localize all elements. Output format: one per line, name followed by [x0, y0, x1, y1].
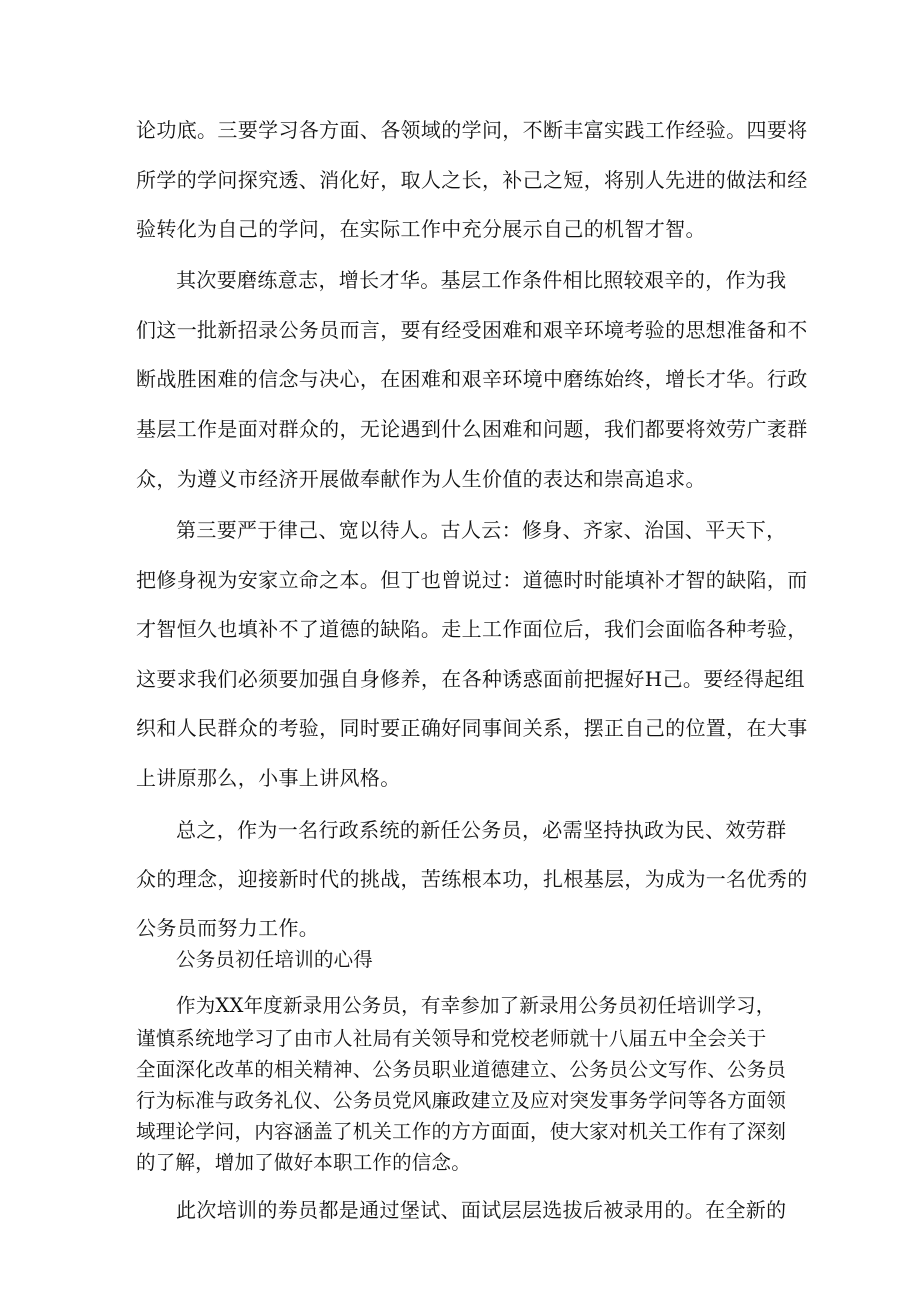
paragraph-5-line-2: 谨慎系统地学习了由市人社局有关领导和党校老师就十八届五中全会关于 — [136, 1027, 767, 1050]
paragraph-4-line-1: 总之，作为一名行政系统的新任公务员，必需坚持执政为民、效劳群 — [176, 818, 787, 842]
paragraph-3-line-6: 上讲原那么，小事上讲风格。 — [136, 766, 401, 790]
paragraph-1-line-1: 论功底。三要学习各方面、各领域的学问，不断丰富实践工作经验。四要将 — [136, 118, 808, 142]
paragraph-2-line-1: 其次要磨练意志，增长才华。基层工作条件相比照较艰辛的，作为我 — [176, 268, 787, 292]
paragraph-3-line-4: 这要求我们必须要加强自身修养，在各种诱惑面前把握好H己。要经得起组 — [136, 667, 805, 691]
paragraph-3-line-5: 织和人民群众的考验，同时要正确好同事间关系，摆正自己的位置，在大事 — [136, 716, 808, 740]
paragraph-4-line-3: 公务员而努力工作。 — [136, 916, 320, 940]
paragraph-3-line-1: 第三要严于律己、宽以待人。古人云：修身、齐家、治国、平天下， — [176, 518, 787, 542]
paragraph-1-line-3: 验转化为自己的学问，在实际工作中充分展示自己的机智才智。 — [136, 217, 706, 241]
paragraph-2-line-4: 基层工作是面对群众的，无论遇到什么困难和问题，我们都要将效劳广袤群 — [136, 417, 808, 441]
paragraph-3-line-3: 才智恒久也填补不了道德的缺陷。走上工作面位后，我们会面临各种考验， — [136, 617, 808, 641]
paragraph-5-line-1: 作为XX年度新录用公务员，有幸参加了新录用公务员初任培训学习， — [176, 994, 776, 1017]
paragraph-5-line-5: 域理论学问，内容涵盖了机关工作的方方面面，使大家对机关工作有了深刻 — [136, 1120, 787, 1143]
paragraph-2-line-5: 众，为遵义市经济开展做奉献作为人生价值的表达和崇高追求。 — [136, 467, 706, 491]
paragraph-5-line-3: 全面深化改革的相关精神、公务员职业道德建立、公务员公文写作、公务员 — [136, 1058, 787, 1081]
paragraph-3-line-2: 把修身视为安家立命之本。但丁也曾说过：道德时时能填补才智的缺陷，而 — [136, 568, 808, 592]
paragraph-5-line-4: 行为标准与政务礼仪、公务员党风廉政建立及应对突发事务学问等各方面领 — [136, 1089, 787, 1112]
paragraph-4-line-2: 众的理念，迎接新时代的挑战，苦练根本功，扎根基层，为成为一名优秀的 — [136, 867, 808, 891]
paragraph-1-line-2: 所学的学问探究透、消化好，取人之长，补己之短，将别人先进的做法和经 — [136, 168, 808, 192]
paragraph-5-line-6: 的了解，增加了做好本职工作的信念。 — [136, 1151, 471, 1174]
paragraph-2-line-2: 们这一批新招录公务员而言，要有经受困难和艰辛环境考验的思想准备和不 — [136, 318, 808, 342]
paragraph-6-line-1: 此次培训的劵员都是通过堡试、面试层层选拔后被录用的。在全新的 — [176, 1198, 787, 1222]
paragraph-2-line-3: 断战胜困难的信念与决心，在困难和艰辛环境中磨练始终，增长才华。行政 — [136, 367, 808, 391]
section-heading: 公务员初任培训的心得 — [176, 948, 374, 971]
